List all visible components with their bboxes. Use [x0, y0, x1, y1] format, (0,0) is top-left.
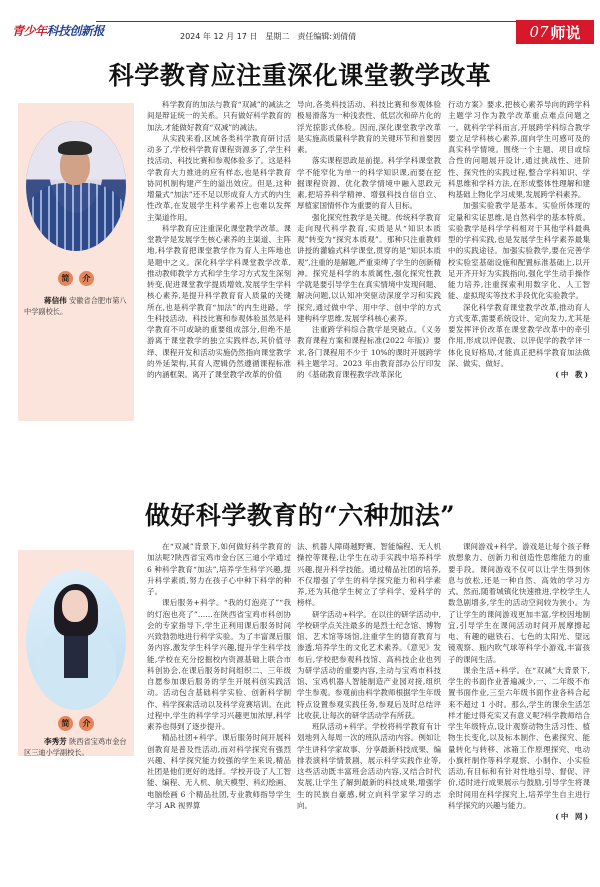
author-bio: 李秀芳 陕西省宝鸡市金台区三迪小学副校长。 — [24, 737, 127, 757]
paragraph: 加强实验教学是基本。实验所体现的定量和实证思维,是自然科学的基本特质。实验教学是科学学科相对于其他学科最典型的学科实践,也是发展学生科学素养最集中的实践途径。加强实验教学,要在完善学校实验室基础设施和配置标准基础上,以开足开齐开好为实践指向,强化学生动手操作能力培养,注重探索利用数字化、人工智能、虚拟现实等技术手段优化实验教学。 — [448, 201, 590, 301]
date-editor-line: 2024 年 12 月 17 日 星期二 责任编辑:刘倩倩 — [180, 32, 357, 41]
intro-badge: 介 — [79, 716, 94, 731]
paragraph: 课余生活+科学。在“双减”大背景下,学生的书面作业普遍减少,一、二年级不布置书面作业,三至六年级书面作业各科合起来不超过 1 小时。那么,学生的课余生活怎样才能过得充实又有意义呢?科学教师结合学生年级特点,设计观察动物生活习性、植物生长变化,以及标本制作、色素探究、能量转化与转移、冰箱工作原理探究、电动小旗杆制作等科学观察、小制作、小实验活动,有目标和有针对性地引导、督促、评价,适时进行成果展示与鼓励,引导学生将课余时间用在科学探究上,培养学生自主进行科学探究的兴趣与能力。 — [448, 665, 590, 810]
paragraph: 课间游戏+科学。游戏是让每个孩子释放想象力、创新力和创造性思维能力的重要手段。课间游戏不仅可以让学生得到休息与放松,还是一种自然、高效的学习方式。然而,随着城镇化快速推进,学校学生人数急剧增多,学生的活动空间较为狭小。为了让学生的课间游戏更加丰富,学校因地制宜,引导学生在课间活动时间开展摩擦起电、有趣的磁铁石、七色的太阳光、望远镜观察、瓶内吹气球等科学小游戏,丰富孩子的课间生活。 — [448, 542, 590, 664]
paragraph: 班队活动+科学。学校将科学教育有计划地列入每周一次的班队活动内容。例如让学生讲科学家故事、分享最新科技成果、编排表演科学情景剧、展示科学实践作业等,这些活动既丰富班会活动内容,又结合时代发展,让学生了解到最新的科技成果,增强学生的民族自豪感,树立向科学家学习的志向。 — [297, 722, 441, 810]
author-name: 李秀芳 — [44, 737, 67, 746]
article1-column-3 — [448, 99, 590, 380]
paragraph: 注重跨学科综合教学是突破点。《义务教育课程方案和课程标准(2022 年版)》要求,各门课程用不少于 10%的课时开展跨学科主题学习。2023 年由教育部办公厅印发的《基础教育课程教学改革深化 — [297, 325, 441, 379]
intro-badge: 介 — [79, 271, 94, 286]
author-bio: 蒋信伟 安徽省合肥市第八中学副校长。 — [24, 296, 127, 316]
paragraph: 行动方案》要求,把核心素养导向的跨学科主题学习作为教学改革重点难点问题之一。就科学学科而言,开展跨学科综合教学要立足学科核心素养,面向学生可感可及的真实科学情境。围绕一个主题、项目或综合性的问题展开设计,通过挑战性、进阶性、探究性的实践过程,整合学科知识、学科思维和学科方法,在形成整体性理解和建构基础上物化学习成果,发展跨学科素养。 — [448, 100, 590, 199]
paragraph: 落实课程思政是前提。科学学科课堂教学不能窄化为单一的科学知识课,而要在挖掘课程资源、优化教学情境中融入思政元素,把培养科学精神、增强科技自信自立、厚植家国情怀作为重要的育人目标。 — [297, 156, 441, 211]
header-rule — [96, 21, 522, 22]
article1-column-1 — [147, 99, 291, 380]
intro-badge: 简 — [58, 271, 73, 286]
paragraph: 科学教育的加法与教育“双减”的减法之间是辩证统一的关系。只有做好科学教育的加法,才能做好教育“双减”的减法。 — [147, 100, 291, 132]
paragraph: 科学教育应注重深化课堂教学改革。课堂教学是发展学生核心素养的主渠道、主阵地,科学教育把课堂教学作为育人主阵地也是题中之义。深化科学学科课堂教学改革,推动教师教学方式和学生学习方式发生深刻转变,促进课堂教学提质增效,发展学生学科核心素养,是提升科学教育育人质量的关键所在,也是科学教育“加法”的内生进路。学生科技活动、科技比赛和参观体验虽然是科学教育不可或缺的重要组成部分,但绝不是游离于课堂教学的独立实践样态,其价值寻绎、课程开发和活动实施仍然指向课堂教学的外延架构,其育人逻辑仍然遵循课程标准的内涵框架。离开了课堂教学改革的价值 — [147, 223, 291, 379]
article1-author-profile — [18, 103, 134, 421]
section-name: 师说 — [550, 23, 581, 42]
paragraph: 强化探究性教学是关键。传统科学教育走向现代科学教育,实质是从“知识本质观”转变为“探究本质观”。那种只注重教师讲授的灌输式科学课堂,贯穿的是“知识本质观”,注重的是解题,严重束缚了学生的创新精神。探究是科学的本质属性,强化探究性教学就是要引导学生在真实情境中发现问题、解决问题,以认知冲突驱动深度学习和实践探究,通过做中学、用中学、创中学的方式建构科学思维,发展学科核心素养。 — [297, 212, 441, 323]
page-number: 07 — [529, 23, 549, 41]
paragraph: 法、机器人障碍越野赛、智能编程、无人机操控等课程,让学生在动手实践中培养科学兴趣,提升科学技能。通过精品社团的培养,不仅增强了学生的科学探究能力和科学素养,还为其他学生树立了学科学、爱科学的榜样。 — [297, 542, 441, 608]
author-photo — [26, 570, 126, 710]
author-name: 蒋信伟 — [44, 296, 67, 305]
article1-column-2 — [297, 99, 441, 380]
intro-badge: 简 — [58, 716, 73, 731]
article2-column-1 — [147, 541, 291, 811]
article2-author-profile — [18, 550, 134, 756]
page-header — [0, 0, 600, 48]
author-photo — [26, 121, 126, 251]
paragraph: 从实践来看,区域各类科学教育研讨活动多了,学校科学教育课程资源多了,学生科技活动、科技比赛和参观体验多了。这是科学教育大力推进的应有样态,也是科学教育协同机制构建产生的溢出效应。但是,这种增量式“加法”还不足以形成育人方式的内生性改革,在发展学生科学素养上也难以发挥主渠道作用。 — [147, 133, 291, 222]
paragraph: 在“双减”背景下,如何做好科学教育的加法呢?陕西省宝鸡市金台区三迪小学通过 6 种科学教育“加法”,培养学生科学兴趣,提升科学素质,努力在孩子心中种下科学的种子。 — [147, 542, 291, 596]
paragraph: 深化科学教育课堂教学改革,推动育人方式变革,需要系统设计、定向发力,尤其是要发挥评价改革在课堂教学改革中的牵引作用,形成以评促教、以评促学的教学评一体化良好格局,才能真正把科学教育加法做深、做实、做好。 — [448, 302, 590, 368]
paragraph: 精品社团+科学。课后服务时间开展科创教育是普及性活动,而对科学探究有强烈兴趣、科学探究能力较强的学生来说,精品社团是他们更好的选择。学校开设了人工智能、编程、无人机、航天模型、科幻绘画、电脑绘画 6 个精品社团,专业教师指导学生学习 AR 视界算 — [147, 733, 291, 810]
article2-title: 做好科学教育的“六种加法” — [144, 501, 456, 530]
article-source: (中 网) — [555, 812, 590, 821]
article1-title: 科学教育应注重深化课堂教学改革 — [108, 61, 492, 90]
section-badge — [516, 20, 594, 44]
newspaper-logo: 青少年科技创新报 — [12, 24, 105, 38]
paragraph: 导向,各类科技活动、科技比赛和参观体验极易滑落为一种浅表性、低层次和碎片化的浮光掠影式体验。因而,深化课堂教学改革是实施高质量科学教育的关键环节和首要因素。 — [297, 100, 441, 154]
paragraph: 研学活动+科学。在以往的研学活动中,学校研学点关注最多的是烈士纪念馆、博物馆、艺术馆等场馆,注重学生的德育教育与渗透,培养学生的文化艺术素养。《意见》发布后,学校把参观科技馆、高科技企业也列为研学活动的重要内容,主动与宝鸡市科技馆、宝鸡机器人智能制造产业园对接,组织学生参观。参观前由科学教师根据学生年级特点设置参观实践任务,参观后及时总结评比收获,让每次的研学活动学有所获。 — [297, 609, 441, 720]
paragraph: 课后服务+科学。“我的灯泡亮了”“我的灯泡也亮了”……在陕西省宝鸡市科创协会的专家指导下,学生正利用课后服务时间兴致勃勃地进行科学实验。为了丰富课后服务内容,激发学生科学兴趣,提升学生科学技能,学校在充分挖掘校内资源基础上联合市科创协会,在课后服务时间组织二、三年级自愿参加课后服务的学生开展科创实践活动。活动包含基础科学实验、创新科学制作、科学探索活动以及科学竞赛培训。在此过程中,学生的科学学习兴趣更加浓厚,科学素养也得到了逐步提升。 — [147, 598, 291, 731]
article2-column-2 — [297, 541, 441, 811]
article-source: (中 教) — [555, 370, 590, 379]
intro-badges — [18, 716, 134, 731]
article2-column-3 — [448, 541, 590, 822]
intro-badges — [18, 271, 134, 286]
